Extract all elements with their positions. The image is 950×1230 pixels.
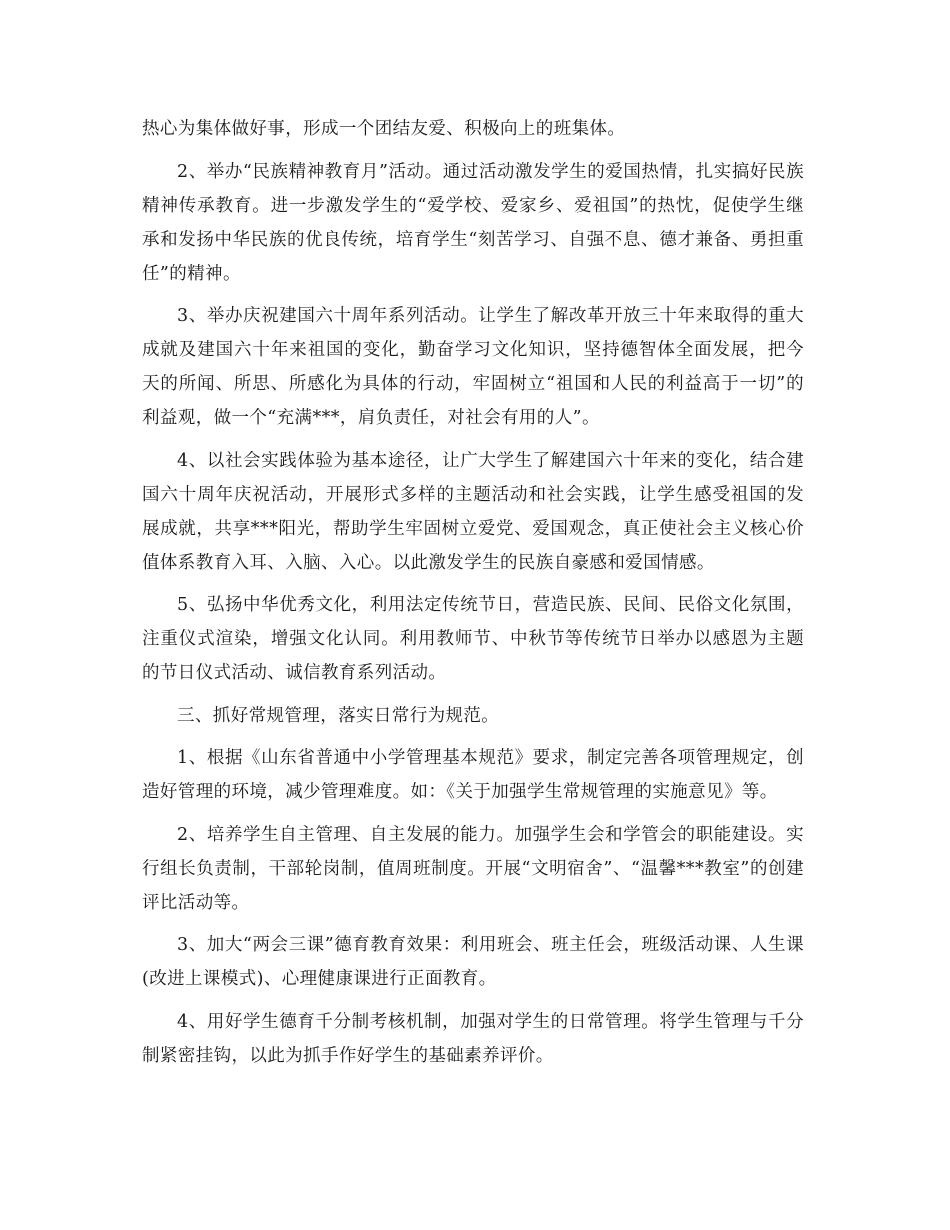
paragraph: 5、弘扬中华优秀文化，利用法定传统节日，营造民族、民间、民俗文化氛围，注重仪式渲染，增强文化认同。利用教师节、中秋节等传统节日举办以感恩为主题的节日仪式活动、诚信教育系列活动。 <box>142 595 804 683</box>
paragraph: 1、根据《山东省普通中小学管理基本规范》要求，制定完善各项管理规定，创造好管理的环境，减少管理难度。如：《关于加强学生常规管理的实施意见》等。 <box>142 748 804 802</box>
paragraph: 3、举办庆祝建国六十周年系列活动。让学生了解改革开放三十年来取得的重大成就及建国六十年来祖国的变化，勤奋学习文化知识，坚持德智体全面发展，把今天的所闻、所思、所感化为具体的行动，牢固树立“祖国和人民的利益高于一切”的利益观，做一个“充满***，肩负责任，对社会有用的人”。 <box>142 306 804 428</box>
paragraph: 2、培养学生自主管理、自主发展的能力。加强学生会和学管会的职能建设。实行组长负责制，干部轮岗制，值周班制度。开展“文明宿舍”、“温馨***教室”的创建评比活动等。 <box>142 824 804 913</box>
paragraph: 4、用好学生德育千分制考核机制，加强对学生的日常管理。将学生管理与千分制紧密挂钩，以此为抓手作好学生的基础素养评价。 <box>142 1011 804 1066</box>
paragraph: 4、以社会实践体验为基本途径，让广大学生了解建国六十年来的变化，结合建国六十周年庆祝活动，开展形式多样的主题活动和社会实践，让学生感受祖国的发展成就，共享***阳光，帮助学生牢固树立爱党、爱国观念，真正使社会主义核心价值体系教育入耳、入脑、入心。以此激发学生的民族自豪感和爱国情感。 <box>142 450 804 573</box>
paragraph: 3、加大“两会三课”德育教育效果：利用班会、班主任会，班级活动课、人生课(改进上课模式)、心理健康课进行正面教育。 <box>142 935 804 989</box>
document-body <box>142 112 804 1081</box>
section-heading: 三、抓好常规管理，落实日常行为规范。 <box>177 705 500 726</box>
paragraph: 2、举办“民族精神教育月”活动。通过活动激发学生的爱国热情，扎实搞好民族精神传承教育。进一步激发学生的“爱学校、爱家乡、爱祖国”的热忱，促使学生继承和发扬中华民族的优良传统，培育学生“刻苦学习、自强不息、德才兼备、勇担重任”的精神。 <box>142 161 804 284</box>
paragraph: 热心为集体做好事，形成一个团结友爱、积极向上的班集体。 <box>142 119 626 139</box>
